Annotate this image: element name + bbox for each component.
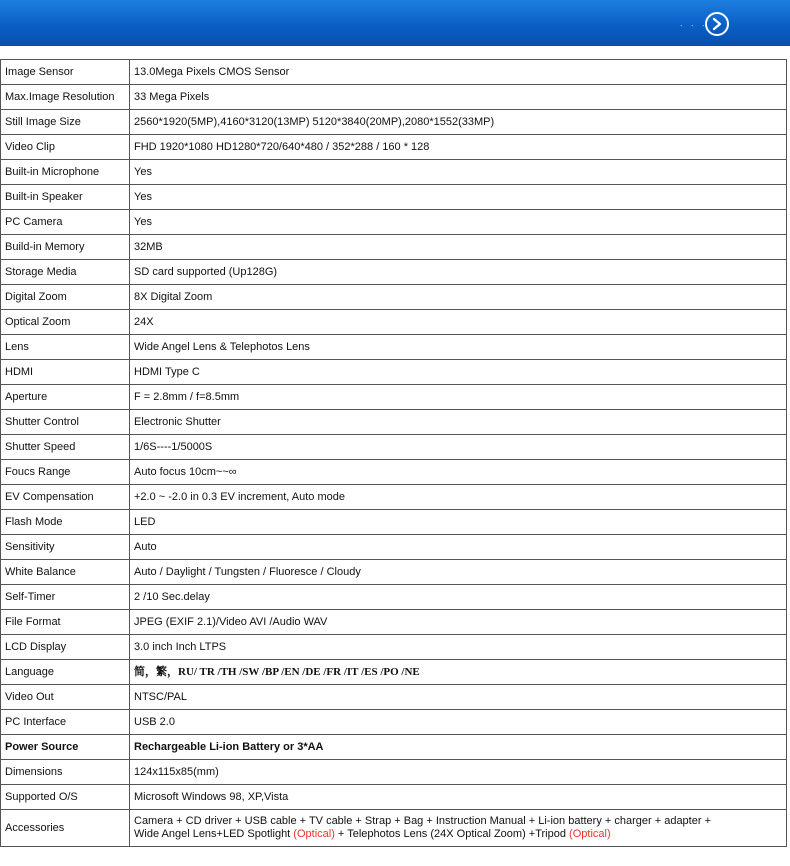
- table-row: [1, 110, 787, 135]
- spec-label: HDMI: [1, 360, 130, 385]
- optional-tag: (Optical): [293, 828, 335, 840]
- spec-value: 2 /10 Sec.delay: [130, 585, 787, 610]
- spec-label: PC Interface: [1, 710, 130, 735]
- table-row: [1, 60, 787, 85]
- spec-value: Electronic Shutter: [130, 410, 787, 435]
- table-row: [1, 285, 787, 310]
- spec-value: 13.0Mega Pixels CMOS Sensor: [130, 60, 787, 85]
- spec-value: 33 Mega Pixels: [130, 85, 787, 110]
- spec-value: 3.0 inch Inch LTPS: [130, 635, 787, 660]
- table-row: [1, 510, 787, 535]
- table-row: [1, 160, 787, 185]
- table-row: [1, 235, 787, 260]
- spec-label: Shutter Control: [1, 410, 130, 435]
- spec-value: Auto focus 10cm~~∞: [130, 460, 787, 485]
- spec-value: USB 2.0: [130, 710, 787, 735]
- spec-value: Auto / Daylight / Tungsten / Fluoresce / Cloudy: [130, 560, 787, 585]
- table-row: [1, 710, 787, 735]
- spec-value: 2560*1920(5MP),4160*3120(13MP) 5120*3840(20MP),2080*1552(33MP): [130, 110, 787, 135]
- spec-table: [0, 59, 787, 847]
- spec-value: 24X: [130, 310, 787, 335]
- spec-value: 1/6S----1/5000S: [130, 435, 787, 460]
- spec-value: HDMI Type C: [130, 360, 787, 385]
- chevron-right-icon: [710, 17, 724, 31]
- spec-value: +2.0 ~ -2.0 in 0.3 EV increment, Auto mode: [130, 485, 787, 510]
- table-row: [1, 260, 787, 285]
- accessories-value: [130, 810, 787, 847]
- header-banner: [0, 0, 790, 46]
- spec-value: FHD 1920*1080 HD1280*720/640*480 / 352*288 / 160 * 128: [130, 135, 787, 160]
- table-row: [1, 135, 787, 160]
- table-row: [1, 435, 787, 460]
- spec-value: Wide Angel Lens & Telephotos Lens: [130, 335, 787, 360]
- table-row: [1, 85, 787, 110]
- spec-label: Built-in Microphone: [1, 160, 130, 185]
- table-row: [1, 685, 787, 710]
- table-row: [1, 310, 787, 335]
- table-row: [1, 185, 787, 210]
- spec-label: Max.Image Resolution: [1, 85, 130, 110]
- spec-label: Lens: [1, 335, 130, 360]
- spec-value: Auto: [130, 535, 787, 560]
- banner-dots: . . .: [680, 18, 708, 28]
- spec-value: Yes: [130, 160, 787, 185]
- table-row: [1, 610, 787, 635]
- table-row: [1, 735, 787, 760]
- spec-label: Aperture: [1, 385, 130, 410]
- table-row: [1, 360, 787, 385]
- table-row: [1, 585, 787, 610]
- spec-label: Self-Timer: [1, 585, 130, 610]
- spec-label: Build-in Memory: [1, 235, 130, 260]
- spec-label: White Balance: [1, 560, 130, 585]
- spec-label: Image Sensor: [1, 60, 130, 85]
- accessories-line1: Camera + CD driver + USB cable + TV cable + Strap + Bag + Instruction Manual + Li-ion battery + charger + adapter +: [134, 815, 711, 827]
- table-row: [1, 560, 787, 585]
- table-row: [1, 635, 787, 660]
- spec-label: Foucs Range: [1, 460, 130, 485]
- table-row: [1, 785, 787, 810]
- table-row: [1, 760, 787, 785]
- spec-value: Rechargeable Li-ion Battery or 3*AA: [130, 735, 787, 760]
- table-row-accessories: [1, 810, 787, 847]
- spec-value: F = 2.8mm / f=8.5mm: [130, 385, 787, 410]
- spec-value: 32MB: [130, 235, 787, 260]
- spec-label: Language: [1, 660, 130, 685]
- spec-label: Optical Zoom: [1, 310, 130, 335]
- spec-label: Video Clip: [1, 135, 130, 160]
- table-row: [1, 485, 787, 510]
- spec-label: File Format: [1, 610, 130, 635]
- table-row: [1, 385, 787, 410]
- spec-value: 8X Digital Zoom: [130, 285, 787, 310]
- spec-label: Power Source: [1, 735, 130, 760]
- spec-value: LED: [130, 510, 787, 535]
- spec-value: Yes: [130, 210, 787, 235]
- spec-label: PC Camera: [1, 210, 130, 235]
- table-row: [1, 335, 787, 360]
- spec-value: 简，繁，RU/ TR /TH /SW /BP /EN /DE /FR /IT /ES /PO /NE: [130, 660, 787, 685]
- spec-value: JPEG (EXIF 2.1)/Video AVI /Audio WAV: [130, 610, 787, 635]
- spec-label: Shutter Speed: [1, 435, 130, 460]
- spec-value: Yes: [130, 185, 787, 210]
- spec-label: Storage Media: [1, 260, 130, 285]
- accessories-line2b: + Telephotos Lens (24X Optical Zoom) +Tripod: [334, 828, 570, 840]
- table-row: [1, 660, 787, 685]
- optional-tag: (Optical): [569, 828, 611, 840]
- table-row: [1, 535, 787, 560]
- table-row: [1, 210, 787, 235]
- spec-label: LCD Display: [1, 635, 130, 660]
- spec-value: SD card supported (Up128G): [130, 260, 787, 285]
- spec-value: NTSC/PAL: [130, 685, 787, 710]
- spec-label: Digital Zoom: [1, 285, 130, 310]
- spec-label: EV Compensation: [1, 485, 130, 510]
- spec-label: Video Out: [1, 685, 130, 710]
- spec-label: Dimensions: [1, 760, 130, 785]
- table-row: [1, 410, 787, 435]
- table-row: [1, 460, 787, 485]
- spec-label: Still Image Size: [1, 110, 130, 135]
- spec-label: Supported O/S: [1, 785, 130, 810]
- spec-label: Sensitivity: [1, 535, 130, 560]
- spec-label: Accessories: [1, 810, 130, 847]
- spec-value: 124x115x85(mm): [130, 760, 787, 785]
- spec-value: Microsoft Windows 98, XP,Vista: [130, 785, 787, 810]
- next-arrow-button[interactable]: [705, 12, 729, 36]
- accessories-line2a: Wide Angel Lens+LED Spotlight: [134, 828, 294, 840]
- spec-label: Flash Mode: [1, 510, 130, 535]
- spec-label: Built-in Speaker: [1, 185, 130, 210]
